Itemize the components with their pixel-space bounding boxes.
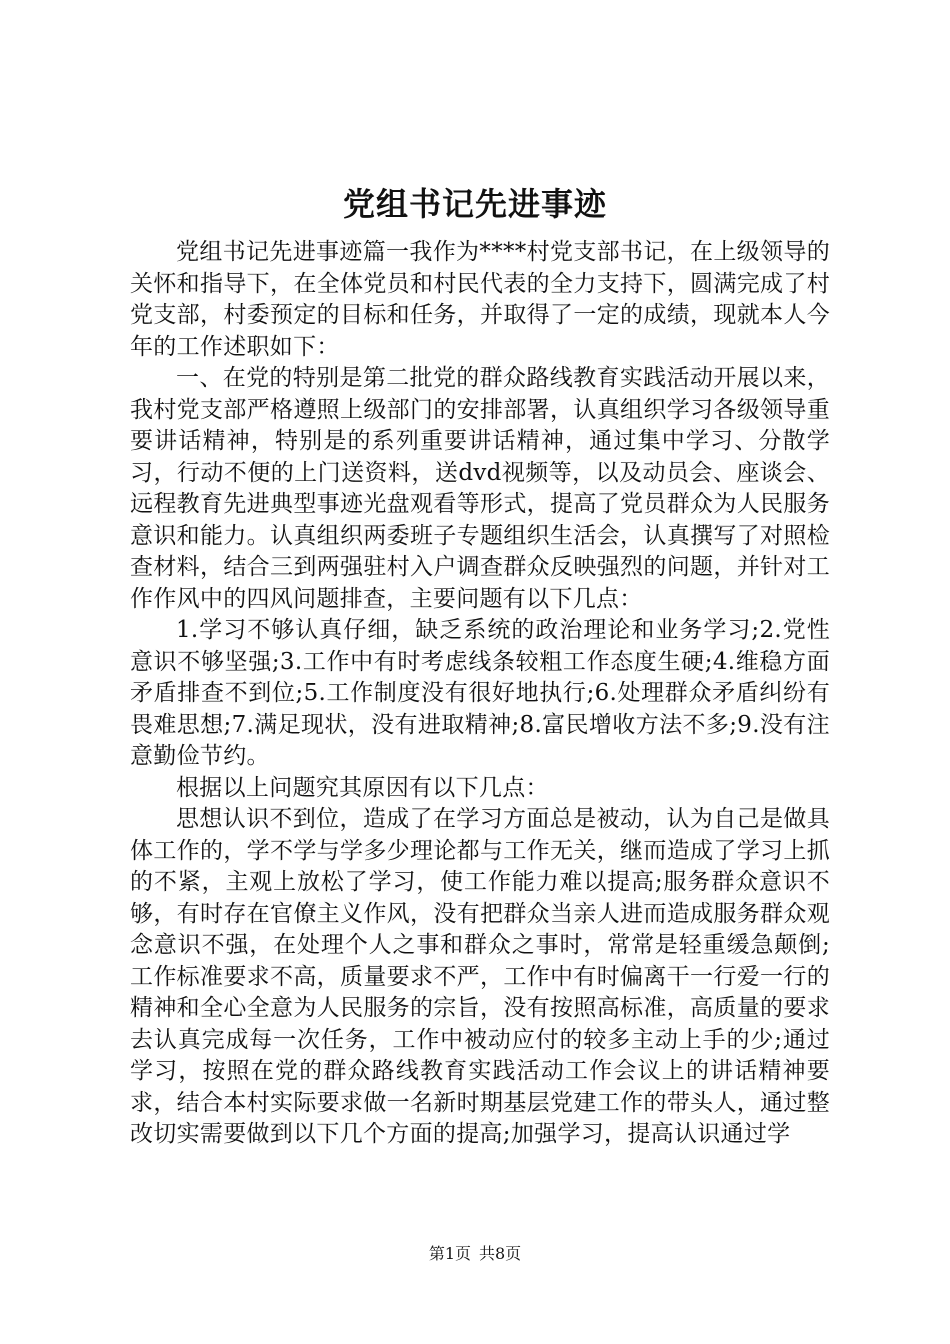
page-footer xyxy=(0,1243,950,1265)
paragraph-problem-list: 1.学习不够认真仔细，缺乏系统的政治理论和业务学习;2.党性意识不够坚强;3.工作中有时考虑线条较粗工作态度生硬;4.维稳方面矛盾排查不到位;5.工作制度没有很好地执行;6.处理群众矛盾纠纷有畏难思想;7.满足现状，没有进取精神;8.富民增收方法不多;9.没有注意勤俭节约。 xyxy=(130,617,830,769)
paragraph-section-one: 一、在党的特别是第二批党的群众路线教育实践活动开展以来，我村党支部严格遵照上级部门的安排部署，认真组织学习各级领导重要讲话精神，特别是的系列重要讲话精神，通过集中学习、分散学习，行动不便的上门送资料，送dvd视频等，以及动员会、座谈会、远程教育先进典型事迹光盘观看等形式，提高了党员群众为人民服务意识和能力。认真组织两委班子专题组织生活会，认真撰写了对照检查材料，结合三到两强驻村入户调查群众反映强烈的问题，并针对工作作风中的四风问题排查，主要问题有以下几点： xyxy=(130,365,830,612)
paragraph-causes-detail: 思想认识不到位，造成了在学习方面总是被动，认为自己是做具体工作的，学不学与学多少理论都与工作无关，继而造成了学习上抓的不紧，主观上放松了学习，使工作能力难以提高;服务群众意识不够，有时存在官僚主义作风，没有把群众当亲人进而造成服务群众观念意识不强，在处理个人之事和群众之事时，常常是轻重缓急颠倒;工作标准要求不高，质量要求不严，工作中有时偏离干一行爱一行的精神和全心全意为人民服务的宗旨，没有按照高标准，高质量的要求去认真完成每一次任务，工作中被动应付的较多主动上手的少;通过学习，按照在党的群众路线教育实践活动工作会议上的讲话精神要求，结合本村实际要求做一名新时期基层党建工作的带头人，通过整改切实需要做到以下几个方面的提高;加强学习，提高认识通过学 xyxy=(130,806,830,1147)
paragraph-intro: 党组书记先进事迹篇一我作为****村党支部书记，在上级领导的关怀和指导下，在全体党员和村民代表的全力支持下，圆满完成了村党支部，村委预定的目标和任务，并取得了一定的成绩，现就本人今年的工作述职如下： xyxy=(130,239,830,360)
paragraph-causes-heading: 根据以上问题究其原因有以下几点： xyxy=(176,774,549,801)
page-number: 第1页 xyxy=(428,1244,471,1263)
page-total: 共8页 xyxy=(479,1244,522,1263)
document-body xyxy=(130,237,830,1151)
document-title: 党组书记先进事迹 xyxy=(342,185,607,223)
